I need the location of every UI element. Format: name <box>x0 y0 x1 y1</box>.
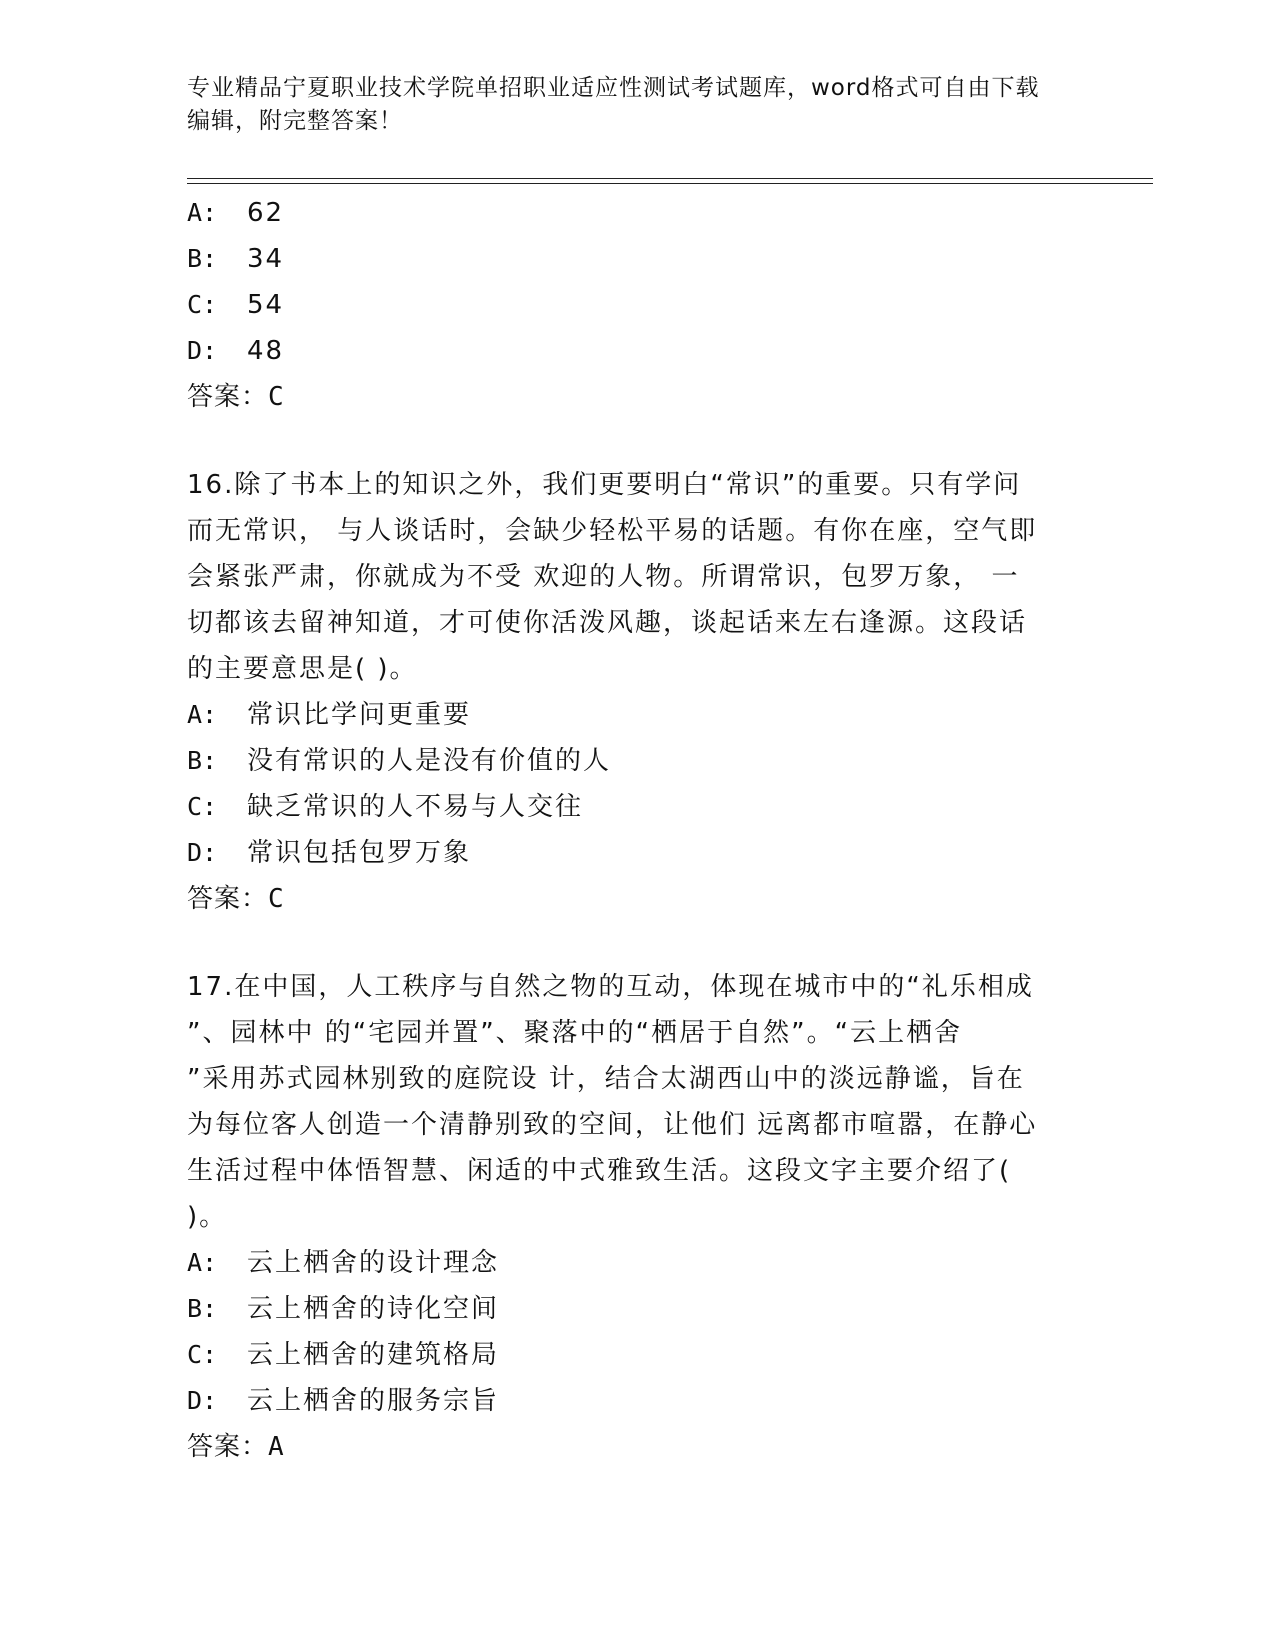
stem-line: ”采用苏式园林别致的庭院设 计，结合太湖西山中的淡远静谧，旨在 <box>187 1064 1025 1094</box>
header-divider-top <box>187 178 1153 179</box>
option-text: 34 <box>247 244 285 274</box>
option-letter: C: <box>187 1340 218 1369</box>
option-text: 云上栖舍的诗化空间 <box>247 1294 500 1324</box>
stem-line: 为每位客人创造一个清静别致的空间，让他们 远离都市喧嚣，在静心 <box>187 1110 1038 1140</box>
option-c <box>187 1332 1087 1378</box>
question-stem <box>187 462 1087 692</box>
option-b <box>187 236 1087 282</box>
option-b <box>187 738 1087 784</box>
option-letter: D: <box>187 838 218 867</box>
question-content <box>187 190 1087 1470</box>
answer-label: 答案： <box>187 1432 269 1462</box>
option-text: 云上栖舍的服务宗旨 <box>247 1386 500 1416</box>
option-letter: A: <box>187 198 218 227</box>
stem-line: 16.除了书本上的知识之外，我们更要明白“常识”的重要。只有学问 <box>187 470 1022 500</box>
option-d <box>187 830 1087 876</box>
answer-line <box>187 374 1087 420</box>
question-17 <box>187 964 1087 1470</box>
option-text: 62 <box>247 198 285 228</box>
option-text: 常识包括包罗万象 <box>247 838 472 868</box>
answer-label: 答案： <box>187 884 269 914</box>
question-15 <box>187 190 1087 420</box>
answer-line <box>187 876 1087 922</box>
option-d <box>187 1378 1087 1424</box>
option-letter: D: <box>187 1386 218 1415</box>
answer-value: C <box>268 382 285 412</box>
answer-label: 答案： <box>187 382 269 412</box>
answer-line <box>187 1424 1087 1470</box>
option-letter: B: <box>187 746 218 775</box>
option-text: 没有常识的人是没有价值的人 <box>247 746 612 776</box>
question-stem <box>187 964 1087 1240</box>
answer-value: A <box>268 1432 285 1462</box>
stem-line: 的主要意思是( )。 <box>187 654 418 684</box>
header-line-2: 编辑，附完整答案！ <box>187 108 403 134</box>
option-text: 云上栖舍的建筑格局 <box>247 1340 500 1370</box>
stem-line: 生活过程中体悟智慧、闲适的中式雅致生活。这段文字主要介绍了( <box>187 1156 1012 1186</box>
header-divider-bottom <box>187 183 1153 184</box>
stem-line: )。 <box>187 1202 228 1232</box>
question-16 <box>187 462 1087 922</box>
option-a <box>187 190 1087 236</box>
option-text: 48 <box>247 336 285 366</box>
option-letter: B: <box>187 1294 218 1323</box>
option-letter: B: <box>187 244 218 273</box>
stem-line: 17.在中国，人工秩序与自然之物的互动，体现在城市中的“礼乐相成 <box>187 972 1034 1002</box>
option-b <box>187 1286 1087 1332</box>
option-d <box>187 328 1087 374</box>
option-letter: A: <box>187 1248 218 1277</box>
option-text: 云上栖舍的设计理念 <box>247 1248 500 1278</box>
option-a <box>187 1240 1087 1286</box>
option-letter: D: <box>187 336 218 365</box>
option-text: 54 <box>247 290 285 320</box>
option-letter: A: <box>187 700 218 729</box>
stem-line: ”、园林中 的“宅园并置”、聚落中的“栖居于自然”。“云上栖舍 <box>187 1018 963 1048</box>
option-letter: C: <box>187 792 218 821</box>
option-letter: C: <box>187 290 218 319</box>
option-a <box>187 692 1087 738</box>
option-c <box>187 282 1087 328</box>
option-text: 常识比学问更重要 <box>247 700 472 730</box>
page-header <box>187 72 1077 138</box>
stem-line: 切都该去留神知道，才可使你活泼风趣，谈起话来左右逢源。这段话 <box>187 608 1028 638</box>
header-line-1: 专业精品宁夏职业技术学院单招职业适应性测试考试题库，word格式可自由下载 <box>187 75 1040 101</box>
option-text: 缺乏常识的人不易与人交往 <box>247 792 584 822</box>
option-c <box>187 784 1087 830</box>
answer-value: C <box>268 884 285 914</box>
stem-line: 会紧张严肃，你就成为不受 欢迎的人物。所谓常识，包罗万象， 一 <box>187 562 1020 592</box>
stem-line: 而无常识， 与人谈话时，会缺少轻松平易的话题。有你在座，空气即 <box>187 516 1038 546</box>
